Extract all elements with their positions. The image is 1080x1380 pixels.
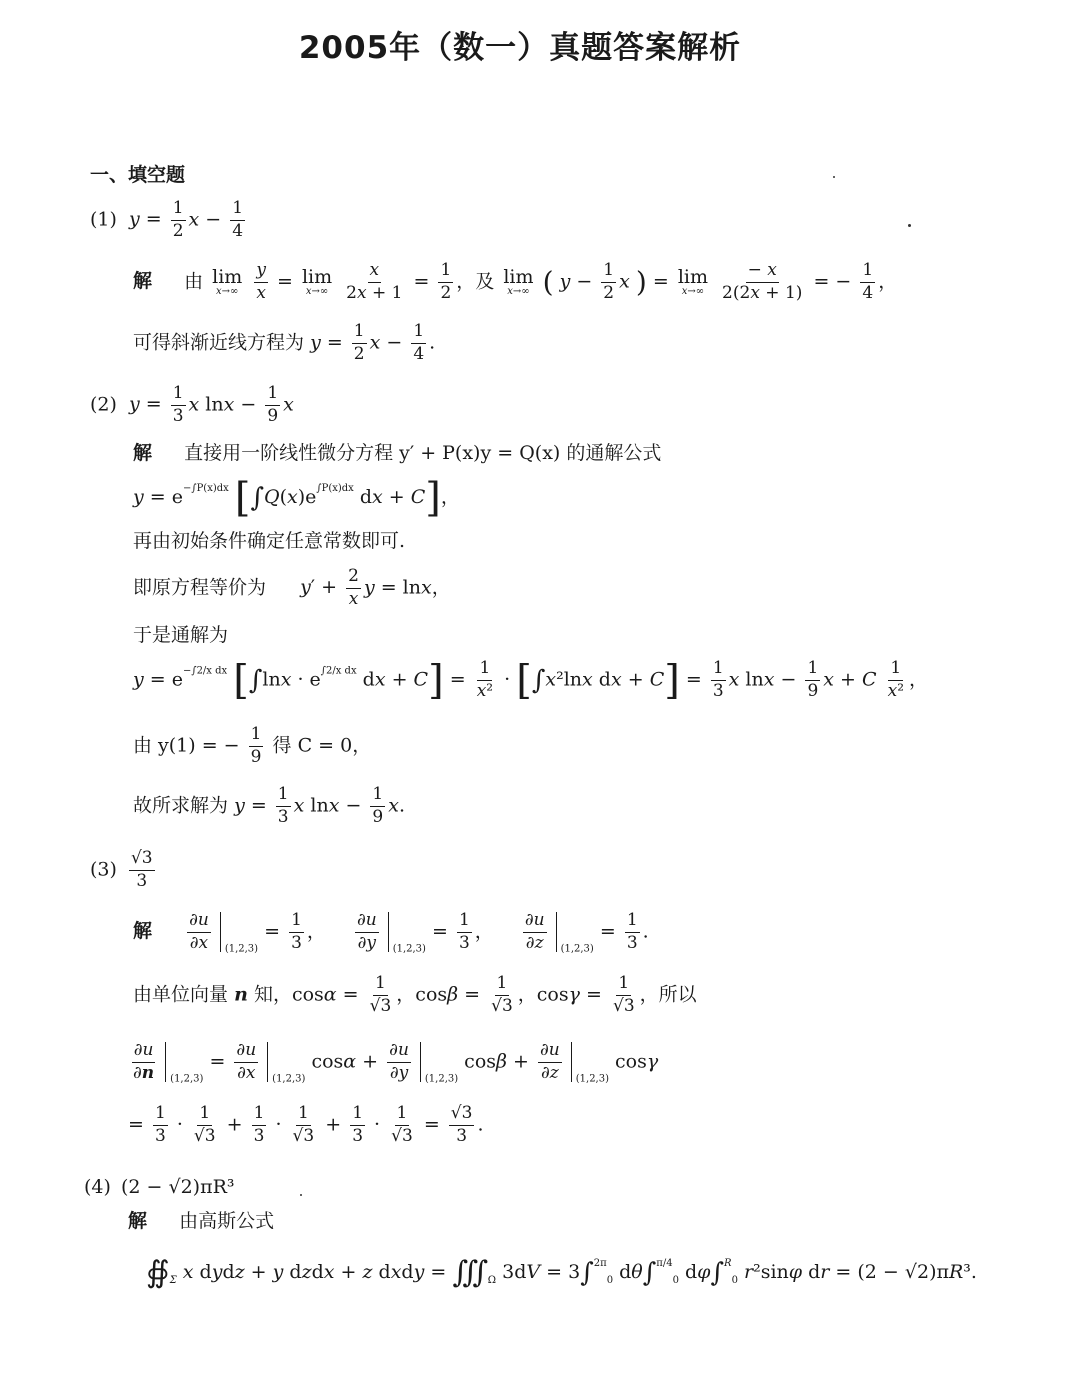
q1-jie-label: 解	[133, 270, 153, 293]
q1-number: (1)	[90, 208, 117, 231]
q4-number: (4)	[84, 1176, 111, 1198]
section-heading: 一、填空题	[90, 164, 186, 186]
scan-speck	[833, 176, 835, 178]
q3-number: (3)	[90, 858, 117, 881]
q4-gauss-formula: $∯_\Sigma$ x dydz + y dzdx + z dxdy = $∭_\Omega$ 3dV = 3∫$^{2\pi}_0$ dθ∫$^{\pi/4}_0$ dφ∫$^R_0$ r²sinφ dr = (2 − √2)πR³.	[146, 1255, 977, 1290]
q3-solution-line3: $\frac{\partial u}{\partial n}$ $_{(1,2,3)}$ = $\frac{\partial u}{\partial x}$ $_{(1,2,3)}$ cosα + $\frac{\partial u}{\partial y}$ $_{(1,2,3)}$ cosβ + $\frac{\partial u}{\partial z}$ $_{(1,2,3)}$ cosγ	[133, 1040, 659, 1085]
q3-solution-line1: 解 $\frac{\partial u}{\partial x}$ $_{(1,2,3)}$ = $\frac{1}{3}$ ， $\frac{\partial u}{\partial y}$ $_{(1,2,3)}$ = $\frac{1}{3}$ ， $\frac{\partial u}{\partial z}$ $_{(1,2,3)}$ = $\frac{1}{3}$ .	[133, 910, 649, 955]
q2-solution-line8: 故所求解为 y = $\frac{1}{3}$ x lnx − $\frac{1}{9}$ x.	[133, 784, 406, 827]
q2-solution-line6: $y = e^{-\int 2/x dx}$ [$\int\ln x \cdot e^{\int 2/x dx}$ dx + C] = $\frac{1}{\text{x²}}$ · [∫x²lnx dx + C] = $\frac{1}{3}$ x lnx − $\frac{1}{9}$ x + C $\frac{1}{\text{x²}}$ ，	[133, 657, 929, 704]
q2-solution-line4: 即原方程等价为 y′ + $\frac{2}{x}$ y = lnx，	[133, 566, 451, 609]
q2-general-formula: $y = e^{-\int P(x)dx}$ [$\int Q(x)e^{\int P(x)dx}$ dx + C]，	[133, 475, 460, 521]
q4-jie-label: 解	[128, 1210, 148, 1232]
scan-speck	[300, 1194, 302, 1196]
q1-answer: (1) y = $\frac{1}{2}$ x − $\frac{1}{4}$	[90, 198, 244, 241]
q3-jie-label: 解	[133, 920, 153, 943]
q1-solution-line1: 解 由 lim x→∞ $\frac{y}{x}$ = lim x→∞ $\frac{x}{2x + 1}$ = $\frac{1}{2}$ ，及 lim x→∞ ( y − $\frac{1}{2}$ x ) = lim x→∞ $\frac{- x}{2(2x + 1)}$ = − $\frac{1}{4}$ ，	[133, 260, 898, 303]
q2-number: (2)	[90, 393, 117, 416]
page-title: 2005年（数一）真题答案解析	[298, 30, 742, 66]
q2-solution-line1: 解 直接用一阶线性微分方程 y′ + P(x)y = Q(x) 的通解公式	[133, 442, 662, 464]
q3-solution-line2: 由单位向量 n 知，cosα = $\frac{1}{√3}$ ，cosβ = $\frac{1}{√3}$ ，cosγ = $\frac{1}{√3}$ ，所以	[133, 973, 697, 1016]
scan-speck	[908, 224, 911, 227]
q1-solution-line2: 可得斜渐近线方程为 y = $\frac{1}{2}$ x − $\frac{1}{4}$ .	[133, 321, 436, 364]
q3-solution-line4: = $\frac{1}{3}$ · $\frac{1}{√3}$ + $\frac{1}{3}$ · $\frac{1}{√3}$ + $\frac{1}{3}$ · $\frac{1}{√3}$ = $\frac{√3}{3}$ .	[128, 1103, 484, 1146]
q2-solution-line7: 由 y(1) = − $\frac{1}{9}$ 得 C = 0，	[133, 724, 372, 767]
q2-jie-label: 解	[133, 442, 153, 464]
q3-answer: (3) $\frac{√3}{3}$	[90, 848, 153, 891]
q4-solution-line1: 解 由高斯公式	[128, 1210, 275, 1232]
q4-answer: (4) (2 − √2)πR³	[84, 1176, 235, 1198]
q2-solution-line3: 再由初始条件确定任意常数即可.	[133, 530, 406, 552]
q2-answer: (2) y = $\frac{1}{3}$ x lnx − $\frac{1}{9}$ x	[90, 383, 294, 426]
q2-solution-line5: 于是通解为	[133, 624, 229, 646]
